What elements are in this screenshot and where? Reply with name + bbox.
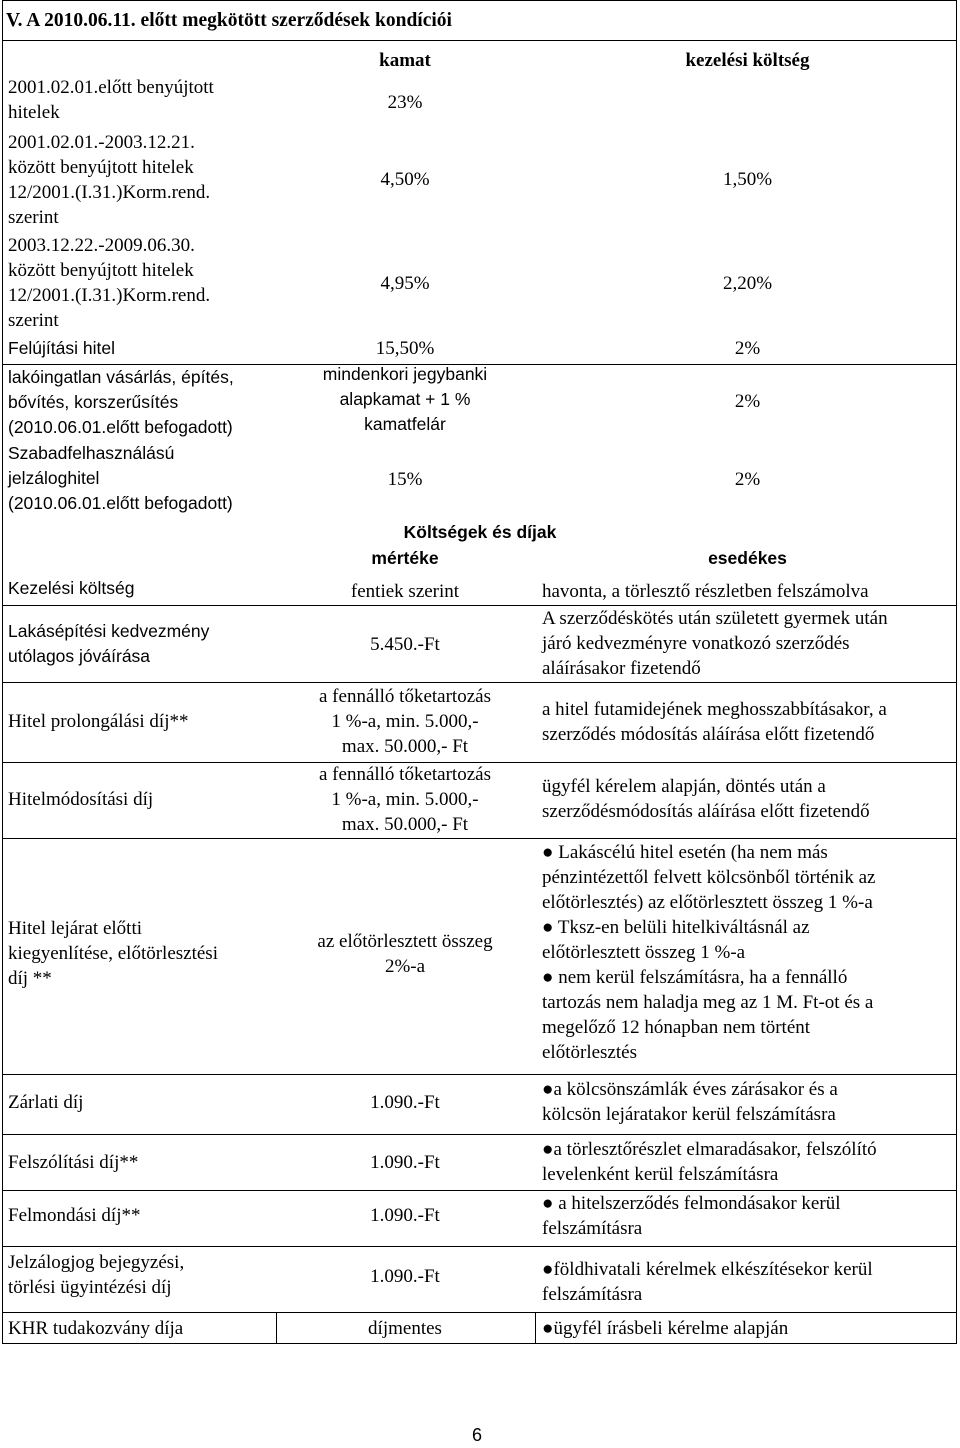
header-merteke: mértéke <box>371 548 439 568</box>
fee-label: Hitel lejárat előtti kiegyenlítése, előtörlesztési díj ** <box>8 918 218 989</box>
rule-part2-row <box>2 682 957 683</box>
fee-amount: az előtörlesztett összeg 2%-a <box>317 931 493 977</box>
fee-label: Jelzálogjog bejegyzési, törlési ügyintézési díj <box>8 1252 185 1298</box>
row-kamat: 23% <box>387 92 423 113</box>
fee-amount: 5.450.-Ft <box>370 634 440 655</box>
row-label: Felújítási hitel <box>8 338 115 358</box>
fee-due: A szerződéskötés után született gyermek után járó kedvezményre vonatkozó szerződés aláírásakor fizetendő <box>542 608 888 679</box>
row-label: 2003.12.22.-2009.06.30. között benyújtott hitelek 12/2001.(I.31.)Korm.rend. szerint <box>8 235 211 331</box>
fee-label: Kezelési költség <box>8 578 135 598</box>
fee-amount: 1.090.-Ft <box>370 1266 440 1287</box>
fee-amount: fentiek szerint <box>350 581 460 602</box>
fee-label: Felmondási díj** <box>8 1205 141 1226</box>
row-kamat: 15% <box>387 469 423 490</box>
header-koltsegek-es-dijak: Költségek és díjak <box>403 522 557 542</box>
fee-label: Zárlati díj <box>8 1092 84 1113</box>
rule-part2-row <box>2 838 957 839</box>
rule-part2-row <box>2 1312 957 1313</box>
header-kezelesi-koltseg: kezelési költség <box>685 50 810 71</box>
fee-label: Felszólítási díj** <box>8 1152 139 1173</box>
fee-amount: a fennálló tőketartozás 1 %-a, min. 5.000,- max. 50.000,- Ft <box>319 764 491 835</box>
fee-due: ● a hitelszerződés felmondásakor kerül felszámításra <box>542 1193 841 1239</box>
row-kezelesi: 1,50% <box>722 169 773 190</box>
header-esedekes: esedékes <box>708 548 787 568</box>
rule-under-title <box>2 40 957 41</box>
fee-due: ●a kölcsönszámlák éves zárásakor és a kölcsön lejáratakor kerül felszámításra <box>542 1079 838 1125</box>
rule-part2-row <box>2 1134 957 1135</box>
col-divider <box>276 1312 277 1344</box>
fee-label: Lakásépítési kedvezmény utólagos jóváírása <box>8 621 210 666</box>
row-kamat: 15,50% <box>375 338 435 359</box>
fee-amount: 1.090.-Ft <box>370 1205 440 1226</box>
fee-label: Hitelmódosítási díj <box>8 789 154 810</box>
col-divider <box>535 1312 536 1344</box>
row-kezelesi: 2% <box>734 469 761 490</box>
row-label: Szabadfelhasználású jelzáloghitel (2010.06.01.előtt befogadott) <box>8 443 233 513</box>
row-label: lakóingatlan vásárlás, építés, bővítés, korszerűsítés (2010.06.01.előtt befogadott) <box>8 367 234 437</box>
fee-due: a hitel futamidejének meghosszabbításakor, a szerződés módosítás aláírása előtt fizetendő <box>542 699 887 745</box>
row-kamat: 4,95% <box>380 273 430 294</box>
fee-due: ügyfél kérelem alapján, döntés után a szerződésmódosítás aláírása előtt fizetendő <box>542 776 870 822</box>
row-label: 2001.02.01.-2003.12.21. között benyújtott hitelek 12/2001.(I.31.)Korm.rend. szerint <box>8 132 211 228</box>
fee-amount: 1.090.-Ft <box>370 1152 440 1173</box>
row-kamat: 4,50% <box>380 169 430 190</box>
fee-label: KHR tudakozvány díja <box>8 1318 184 1339</box>
row-kezelesi: 2% <box>734 391 761 412</box>
fee-due: ●a törlesztőrészlet elmaradásakor, felszólító levelenként kerül felszámításra <box>542 1139 877 1185</box>
fee-due: ●ügyfél írásbeli kérelme alapján <box>542 1318 789 1339</box>
row-kamat: mindenkori jegybanki alapkamat + 1 % kamatfelár <box>322 364 488 434</box>
fee-amount: 1.090.-Ft <box>370 1092 440 1113</box>
rule-part2-row <box>2 1246 957 1247</box>
page-number: 6 <box>472 1425 483 1445</box>
row-label: 2001.02.01.előtt benyújtott hitelek <box>8 77 214 123</box>
section-title: V. A 2010.06.11. előtt megkötött szerződések kondíciói <box>6 10 452 31</box>
header-kamat: kamat <box>379 50 431 71</box>
row-kezelesi: 2,20% <box>722 273 773 294</box>
fee-due: ●földhivatali kérelmek elkészítésekor kerül felszámításra <box>542 1259 873 1305</box>
fee-label: Hitel prolongálási díj** <box>8 711 189 732</box>
row-kezelesi: 2% <box>734 338 761 359</box>
fee-amount: díjmentes <box>368 1318 442 1339</box>
fee-due: havonta, a törlesztő részletben felszámolva <box>542 581 869 602</box>
fee-amount: a fennálló tőketartozás 1 %-a, min. 5.000,- max. 50.000,- Ft <box>319 686 491 757</box>
fee-due: ● Lakáscélú hitel esetén (ha nem más pénzintézettől felvett kölcsönből történik az előtörlesztés) az előtörlesztett összeg 1 %-a ● Tksz-en belüli hitelkiváltásnál az előtörlesztett összeg 1 %-a ● nem kerül felszámításra, ha a fennálló tartozás nem haladja meg az 1 M. Ft-ot és a megelőző 12 hónapban nem történt előtörlesztés <box>542 842 876 1063</box>
rule-part2-row <box>2 1074 957 1075</box>
